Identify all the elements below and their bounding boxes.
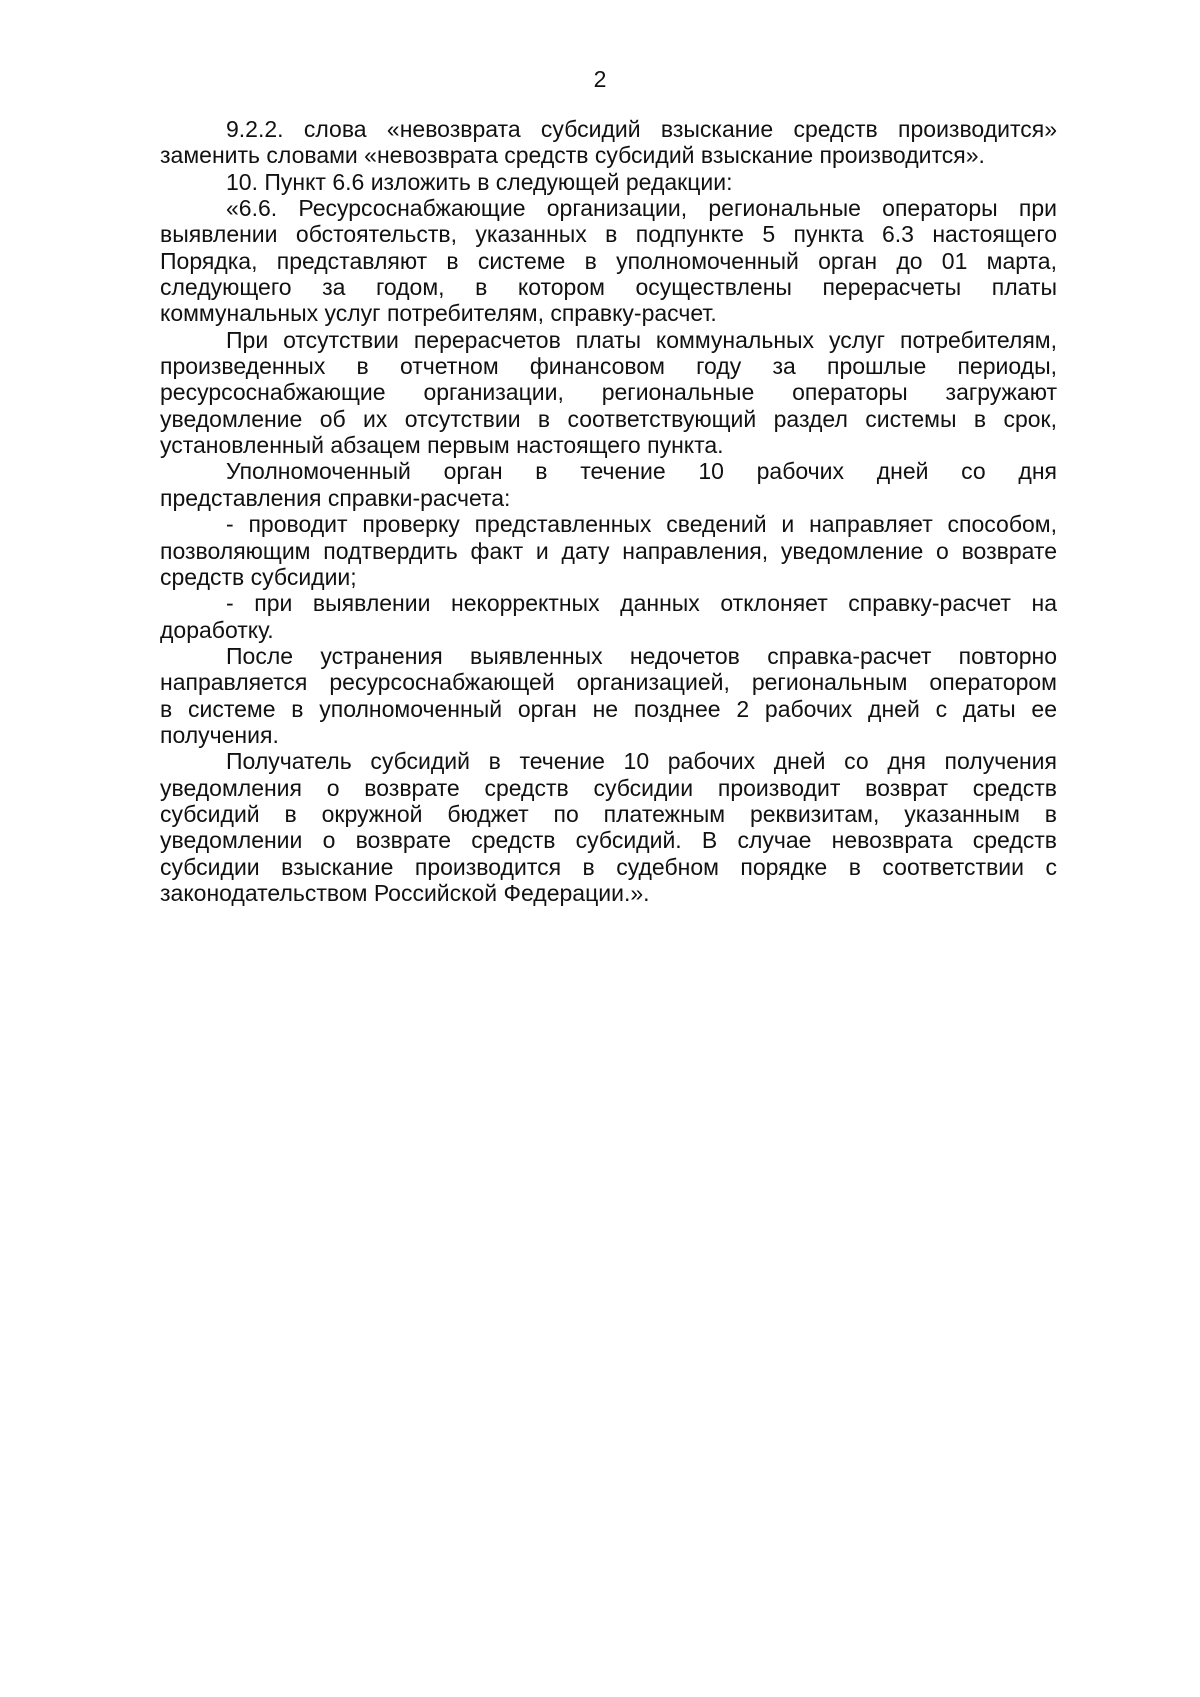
- text-line: уведомления о возврате средств субсидии производит возврат средств: [160, 774, 1057, 801]
- text-line: субсидий в окружной бюджет по платежным реквизитам, указанным в: [160, 800, 1057, 827]
- text-line: уведомление об их отсутствии в соответствующий раздел системы в срок,: [160, 405, 1057, 432]
- text-line: Порядка, представляют в системе в уполномоченный орган до 01 марта,: [160, 247, 1057, 274]
- text-line: позволяющим подтвердить факт и дату направления, уведомление о возврате: [160, 537, 1057, 564]
- text-line: При отсутствии перерасчетов платы коммунальных услуг потребителям,: [226, 326, 1057, 353]
- paragraph-reject-item: [160, 590, 1057, 643]
- text-line: установленный абзацем первым настоящего пункта.: [160, 432, 724, 459]
- text-line: субсидии взыскание производится в судебном порядке в соответствии с: [160, 853, 1057, 880]
- text-line: заменить словами «невозврата средств субсидий взыскание производится».: [160, 142, 985, 169]
- text-line: произведенных в отчетном финансовом году за прошлые периоды,: [160, 353, 1057, 380]
- text-line: в системе в уполномоченный орган не позднее 2 рабочих дней с даты ее: [160, 695, 1057, 722]
- text-line: 9.2.2. слова «невозврата субсидий взыскание средств производится»: [226, 116, 1057, 142]
- text-line: следующего за годом, в котором осуществлены перерасчеты платы: [160, 274, 1057, 301]
- page-number: 2: [593, 66, 607, 92]
- text-line: - при выявлении некорректных данных отклоняет справку-расчет на: [226, 590, 1057, 617]
- text-line: - проводит проверку представленных сведений и направляет способом,: [226, 511, 1057, 538]
- text-line: направляется ресурсоснабжающей организацией, региональным оператором: [160, 669, 1057, 696]
- text-line: получения.: [160, 721, 279, 748]
- text-line: 10. Пункт 6.6 изложить в следующей редакции:: [226, 168, 733, 195]
- document-body: [160, 116, 1057, 906]
- text-line: уведомлении о возврате средств субсидий. В случае невозврата средств: [160, 827, 1057, 854]
- paragraph-10: [160, 169, 1057, 195]
- text-line: представления справки-расчета:: [160, 484, 511, 511]
- text-line: После устранения выявленных недочетов справка-расчет повторно: [226, 642, 1057, 669]
- paragraph-9-2-2: [160, 116, 1057, 169]
- paragraph-subsidy-recipient: [160, 748, 1057, 906]
- paragraph-absence-of-recalculations: [160, 327, 1057, 459]
- text-line: ресурсоснабжающие организации, региональные операторы загружают: [160, 379, 1057, 406]
- text-line: Получатель субсидий в течение 10 рабочих дней со дня получения: [226, 748, 1057, 775]
- paragraph-resubmission: [160, 643, 1057, 748]
- paragraph-authorized-body: [160, 458, 1057, 511]
- text-line: законодательством Российской Федерации.».: [160, 879, 650, 906]
- text-line: Уполномоченный орган в течение 10 рабочих дней со дня: [226, 458, 1057, 485]
- text-line: коммунальных услуг потребителям, справку-расчет.: [160, 300, 717, 327]
- paragraph-check-item: [160, 511, 1057, 590]
- text-line: выявлении обстоятельств, указанных в подпункте 5 пункта 6.3 настоящего: [160, 221, 1057, 248]
- text-line: средств субсидии;: [160, 563, 357, 590]
- paragraph-6-6: [160, 195, 1057, 327]
- text-line: «6.6. Ресурсоснабжающие организации, региональные операторы при: [226, 195, 1057, 222]
- text-line: доработку.: [160, 616, 274, 643]
